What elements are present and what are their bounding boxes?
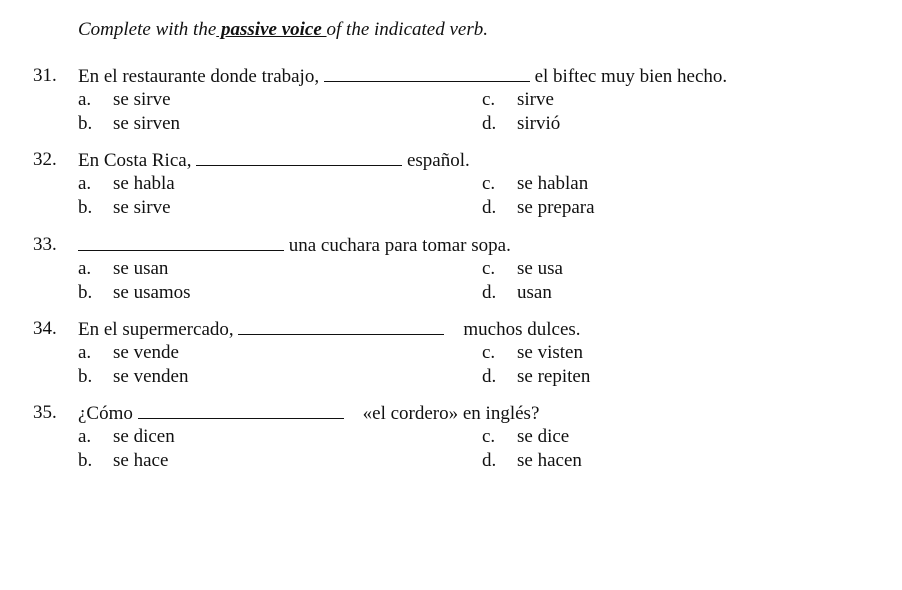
- option-letter: c.: [482, 258, 496, 279]
- option-text: sirvió: [517, 113, 561, 134]
- option-letter: c.: [482, 426, 496, 447]
- option-letter: b.: [78, 197, 93, 218]
- option-text: se usamos: [113, 282, 191, 303]
- option-text: se hacen: [517, 450, 582, 471]
- option-text: se hablan: [517, 173, 589, 194]
- prompt-after: el biftec muy bien hecho.: [529, 66, 728, 87]
- option-text: se hace: [113, 450, 169, 471]
- answer-blank: [138, 402, 344, 419]
- prompt-before: ¿Cómo: [78, 403, 133, 424]
- option-text: se sirve: [113, 197, 171, 218]
- option-text: se dice: [517, 426, 570, 447]
- option-letter: a.: [78, 89, 92, 110]
- question-prompt: [78, 234, 511, 257]
- question-number: 33.: [33, 234, 57, 255]
- option-letter: b.: [78, 366, 93, 387]
- option-text: se sirven: [113, 113, 181, 134]
- option-text: se usa: [517, 258, 563, 279]
- option-letter: d.: [482, 366, 497, 387]
- question-number: 35.: [33, 402, 57, 423]
- question-prompt: [78, 65, 727, 88]
- prompt-after: «el cordero» en inglés?: [343, 403, 540, 424]
- prompt-before: En el supermercado,: [78, 319, 234, 340]
- answer-blank: [78, 234, 284, 251]
- option-text: usan: [517, 282, 552, 303]
- prompt-before: En el restaurante donde trabajo,: [78, 66, 320, 87]
- instructions-text-before: Complete with the: [78, 19, 217, 40]
- option-text: se repiten: [517, 366, 591, 387]
- option-letter: a.: [78, 258, 92, 279]
- option-letter: b.: [78, 113, 93, 134]
- question-32: [0, 149, 902, 221]
- option-letter: d.: [482, 113, 497, 134]
- prompt-before: En Costa Rica,: [78, 150, 192, 171]
- question-number: 34.: [33, 318, 57, 339]
- question-35: [0, 402, 902, 474]
- answer-blank: [196, 149, 402, 166]
- question-number: 31.: [33, 65, 57, 86]
- option-text: se vende: [113, 342, 179, 363]
- option-text: se visten: [517, 342, 583, 363]
- option-letter: a.: [78, 342, 92, 363]
- question-33: [0, 234, 902, 306]
- option-text: se dicen: [113, 426, 175, 447]
- instructions: [78, 19, 488, 41]
- question-number: 32.: [33, 149, 57, 170]
- option-text: se usan: [113, 258, 169, 279]
- question-prompt: [78, 149, 470, 172]
- option-letter: b.: [78, 450, 93, 471]
- answer-blank: [324, 65, 530, 82]
- question-prompt: [78, 318, 581, 341]
- prompt-after: muchos dulces.: [444, 319, 581, 340]
- question-34: [0, 318, 902, 390]
- option-letter: a.: [78, 173, 92, 194]
- question-prompt: [78, 402, 539, 425]
- question-31: [0, 65, 902, 137]
- instructions-emphasis: passive voice: [216, 19, 327, 40]
- prompt-after: español.: [402, 150, 470, 171]
- option-letter: d.: [482, 197, 497, 218]
- instructions-text-after: of the indicated verb.: [326, 19, 488, 40]
- option-letter: c.: [482, 173, 496, 194]
- option-letter: c.: [482, 342, 496, 363]
- prompt-after: una cuchara para tomar sopa.: [284, 235, 511, 256]
- option-letter: c.: [482, 89, 496, 110]
- option-letter: d.: [482, 282, 497, 303]
- option-text: sirve: [517, 89, 554, 110]
- answer-blank: [238, 318, 444, 335]
- option-letter: a.: [78, 426, 92, 447]
- option-letter: b.: [78, 282, 93, 303]
- option-text: se venden: [113, 366, 189, 387]
- option-text: se sirve: [113, 89, 171, 110]
- option-text: se habla: [113, 173, 175, 194]
- option-letter: d.: [482, 450, 497, 471]
- option-text: se prepara: [517, 197, 595, 218]
